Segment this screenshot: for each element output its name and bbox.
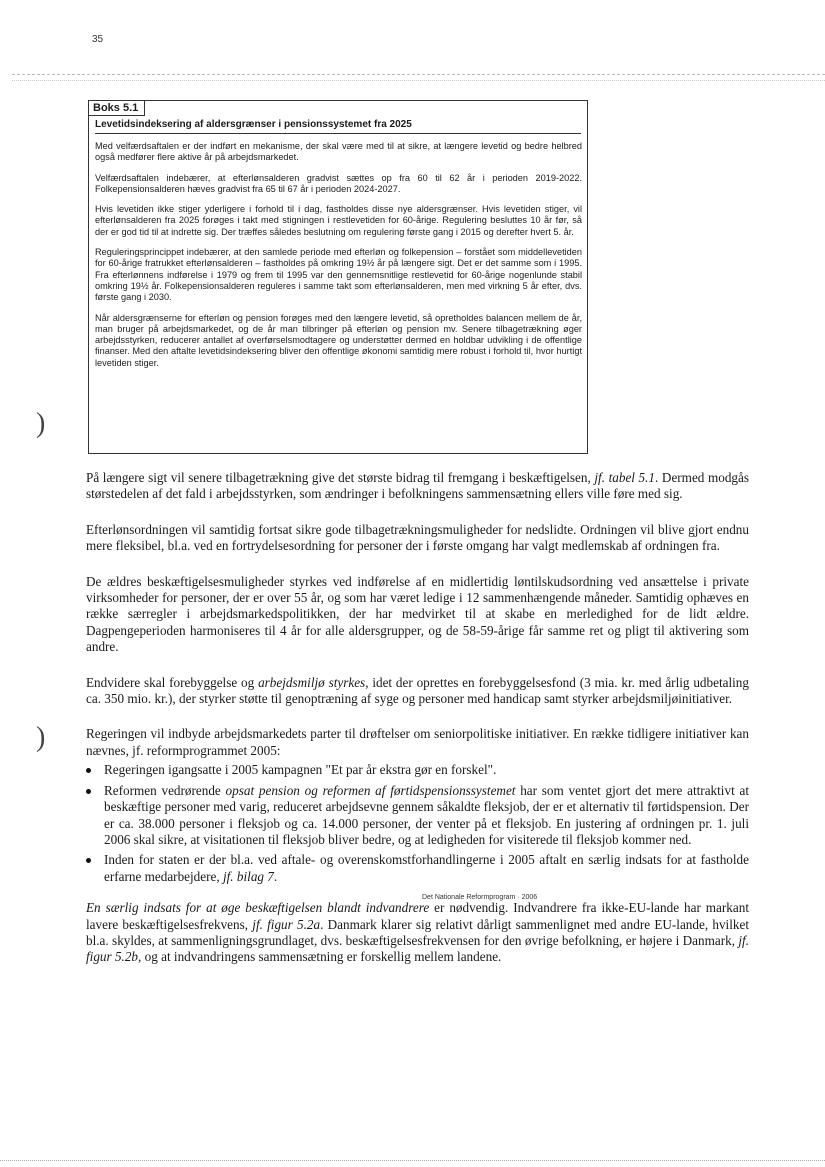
cross-reference: jf. figur 5.2a <box>252 916 321 932</box>
list-item <box>86 783 749 849</box>
bullet-list <box>86 762 749 885</box>
cross-reference: jf. tabel 5.1 <box>594 470 656 485</box>
body-text: , og at indvandringens sammensætning er forskellig mellem landene. <box>138 949 502 965</box>
body-text: . <box>273 868 278 884</box>
header-rule-secondary <box>12 80 825 81</box>
body-text: har som ventet gjort det mere attraktivt at beskæftige personer med varig, reduceret arbejdsevne gennem såkaldte fleksjob, der er et alternativ til førtidspension. Der er ca. 38.000 personer i fleksjob og ca. 14.000 personer, der venter på et fleksjob. En justering af ordningen pr. 1. juli 2006 skal sikre, at visitationen til fleksjob bliver bedre, og at ledigheden for visiterede til fleksjob kommer ned. <box>104 782 749 847</box>
body-text: Inden for staten er der bl.a. ved aftale- og overenskomstforhandlingerne i 2005 aftalt en særlig indsats for at fastholde erfarne medarbejdere, <box>104 852 749 884</box>
body-paragraph: De ældres beskæftigelsesmuligheder styrkes ved indførelse af en midlertidig løntilskudsordning ved ansættelse i private virksomheder for personer, der er over 55 år, og som har været ledige i 12 sammenhængende måneder. Samtidig ophæves en række særregler i arbejdsmarkedspolitikken, der har medvirket til at skabe en merledighed for de lidt ældre. Dagpengeperioden harmoniseres til 4 år for alle aldersgrupper, og de 58-59-årige får samme ret og pligt til aktivering som andre. <box>86 573 749 655</box>
list-item: Regeringen igangsatte i 2005 kampagnen "Et par år ekstra gør en forskel". <box>86 762 749 778</box>
body-text: . Danmark klarer sig relativt dårligt sammenlignet med andre EU-lande, hvilket bl.a. skyldes, at sammenligningsgrundlaget, dvs. beskæftigelsesfrekvensen for den øvrige befolkning, er højere i Danmark, <box>86 916 749 948</box>
body-paragraph: Regeringen vil indbyde arbejdsmarkedets parter til drøftelser om seniorpolitiske initiativer. En række tidligere initiativer kan nævnes, jf. reformprogrammet 2005: <box>86 726 749 758</box>
emphasis: En særlig indsats for at øge beskæftigelsen blandt indvandrere <box>86 900 430 916</box>
box-paragraph: Reguleringsprincippet indebærer, at den samlede periode med efterløn og folkepension – forstået som middellevetiden for 60-årige fratrukket efterlønsalderen – fastholdes på omkring 19½ år på længere sigt. Det er det samme som i 1995. Fra efterlønnens indførelse i 1979 og frem til 1995 var den gennemsnitlige restlevetid for 60-årige nogenlunde stabil omkring 19½ år. Folkepensionsalderen reguleres i samme takt som efterlønsalderen, men med virkning 5 år efter, dvs. første gang i 2030. <box>95 247 582 303</box>
info-box <box>88 100 588 454</box>
header-rule <box>12 74 825 75</box>
body-text: Endvidere skal forebyggelse og <box>86 674 259 690</box>
box-paragraph: Hvis levetiden ikke stiger yderligere i forhold til i dag, fastholdes disse nye aldersgrænser. Hvis levetiden stiger, vil efterlønsalderen fra 2025 forøges i takt med stigningen i restlevetiden for 60-årige. Regulering besluttes 10 år før, så der er god tid til at indrette sig. Der træffes således beslutning om regulering første gang i 2015 og derefter hvert 5. år. <box>95 204 582 237</box>
page-number: 35 <box>92 34 104 45</box>
box-paragraph: Med velfærdsaftalen er der indført en mekanisme, der skal være med til at sikre, at længere levetid og bedre helbred også medfører flere aktive år på arbejdsmarkedet. <box>95 141 582 163</box>
body-text: På længere sigt vil senere tilbagetrækning give det største bidrag til fremgang i beskæftigelsen, <box>86 470 595 485</box>
margin-mark: ) <box>36 722 46 753</box>
body-text: Reformen vedrørende <box>104 782 226 798</box>
box-title: Levetidsindeksering af aldersgrænser i pensionssystemet fra 2025 <box>95 119 581 134</box>
cross-reference: jf. bilag 7 <box>222 868 274 884</box>
body-paragraph <box>86 900 749 966</box>
list-item <box>86 852 749 885</box>
body-paragraph <box>86 675 749 708</box>
document-stamp: Det Nationale Reformprogram · 2006 <box>422 894 538 901</box>
body-text: . Dermed modgås størstedelen af det fald i arbejdsstyrken, som ændringer i befolkningens sammensætning ellers ville føre med sig. <box>86 470 749 502</box>
margin-mark: ) <box>36 408 46 439</box>
emphasis: opsat pension og reformen af førtidspensionssystemet <box>225 782 516 798</box>
body-text: , idet der oprettes en forebyggelsesfond (3 mia. kr. med årlig udbetaling ca. 350 mio. kr.), der styrker støtte til genoptræning af syge og personer med handicap samt styrker arbejdsmiljøinitiativer. <box>86 674 749 707</box>
body-text: er nødvendig. Indvandrere fra ikke-EU-lande har markant lavere beskæftigelsesfrekvens, <box>86 900 749 932</box>
box-paragraph: Velfærdsaftalen indebærer, at efterlønsalderen gradvist sættes op fra 60 til 62 år i perioden 2019-2022. Folkepensionsalderen hæves gradvist fra 65 til 67 år i perioden 2024-2027. <box>95 172 582 194</box>
main-text <box>86 470 749 985</box>
emphasis: arbejdsmiljø styrkes <box>258 674 366 690</box>
box-label: Boks 5.1 <box>89 101 145 116</box>
body-paragraph: Efterlønsordningen vil samtidig fortsat sikre gode tilbagetrækningsmuligheder for nedslidte. Ordningen vil blive gjort endnu mere fleksibel, bl.a. ved en fortrydelsesordning for personer der i første omgang har valgt medlemskab af ordningen fra. <box>86 521 749 554</box>
footer-rule <box>0 1160 825 1161</box>
box-body <box>95 141 582 378</box>
box-paragraph: Når aldersgrænserne for efterløn og pension forøges med den længere levetid, så opretholdes balancen mellem de år, man bruger på arbejdsmarkedet, og de år man tilbringer på efterløn og pension mv. Senere tilbagetrækning øger arbejdsstyrken, reducerer antallet af overførselsmodtagere og understøtter dermed en holdbar udvikling i de offentlige finanser. Med den aftalte levetidsindeksering bliver den offentlige økonomi samtidig mere robust i forhold til, hvor hurtigt levetiden stiger. <box>95 312 582 368</box>
cross-reference: jf. figur 5.2b <box>86 932 749 965</box>
body-paragraph <box>86 470 749 503</box>
